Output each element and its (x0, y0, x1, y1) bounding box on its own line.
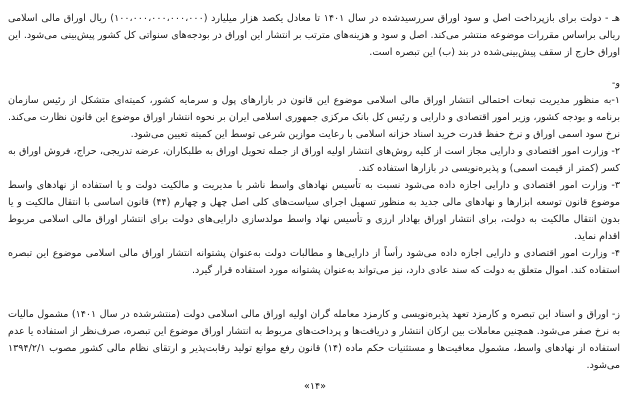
spacer (8, 279, 620, 306)
paragraph-he: هـ - دولت برای بازپرداخت اصل و سود اوراق سررسیدشده در سال ۱۴۰۱ تا معادل یکصد هزار میلیارد (۱۰۰،۰۰۰،۰۰۰،۰۰۰،۰۰۰) ریال اوراق مالی اسلامی ریالی براساس مقررات موضوعه منتشر می‌کند. اصل و سود و هزینه‌های مترتب بر انتشار این اوراق در بودجه‌های سنواتی کل کشور پیش‌بینی می‌شود. این اوراق خارج از سقف پیش‌بینی‌شده در بند (ب) این تبصره است. (8, 13, 620, 58)
paragraph-vav-2: ۲- وزارت امور اقتصادی و دارایی مجاز است از کلیه روش‌های انتشار اولیه اوراق از جمله تحویل اوراق به طلبکاران، عرضه تدریجی، حراج، فروش اوراق به کسر (کمتر از قیمت اسمی) و پذیره‌نویسی در بازارها استفاده کند. (8, 146, 620, 174)
paragraph-vav-1: ۱-به منظور مدیریت تبعات احتمالی انتشار اوراق مالی اسلامی موضوع این قانون در بازارهای پول و سرمایه کشور، کمیته‌ای متشکل از رئیس سازمان برنامه و بودجه کشور، وزیر امور اقتصادی و دارایی و رئیس کل بانک مرکزی جمهوری اسلامی ایران بر نحوه انتشار اوراق موضوع این قانون نظارت می‌کند. نرخ سود اسمی اوراق و نرخ حفظ قدرت خرید اسناد خزانه اسلامی با رعایت موازین شرعی توسط این کمیته تعیین می‌شود. (8, 95, 620, 140)
spacer (8, 61, 620, 75)
document-page (8, 10, 620, 405)
page-number: «۱۴» (303, 381, 327, 392)
paragraph-vav-3: ۳- وزارت امور اقتصادی و دارایی اجازه داده می‌شود نسبت به تأسیس نهادهای واسط ناشر با مدیریت و مالکیت دولت و یا استفاده از نهادهای واسط موضوع قانون توسعه ابزارها و نهادهای مالی جدید به منظور تسهیل اجرای سیاست‌های کلی اصل چهل و چهارم (۴۴) قانون اساسی با انتقال مالکیت و یا بدون انتقال مالکیت به دولت، برای انتشار اوراق بهادار ارزی و تأسیس نهاد واسط مولدسازی دارایی‌های دولت برای انتشار اوراق مالی اسلامی مربوط اقدام نماید. (8, 180, 621, 242)
paragraph-z: ز- اوراق و اسناد این تبصره و کارمزد تعهد پذیره‌نویسی و کارمزد معامله گران اولیه اوراق مالی اسلامی دولت (منتشرشده در سال ۱۴۰۱) مشمول مالیات به نرخ صفر می‌شود. همچنین معاملات بین ارکان انتشار و دریافت‌ها و پرداخت‌های مربوط به انتشار اوراق موضوع این تبصره، صرف‌نظر از استفاده یا عدم استفاده از نهادهای واسط، مشمول معافیت‌ها و مستثنیات حکم ماده (۱۴) قانون رفع موانع تولید رقابت‌پذیر و ارتقای نظام مالی کشور مصوب ۱۳۹۴/۲/۱ می‌شود. (8, 309, 620, 371)
section-vav-heading: و- (611, 78, 620, 89)
paragraph-vav-4: ۴- وزارت امور اقتصادی و دارایی اجازه داده می‌شود رأساً از دارایی‌ها و مطالبات دولت به‌عنوان پشتوانه انتشار اوراق مالی اسلامی موضوع این تبصره استفاده کند. اموال متعلق به دولت که سند عادی دارد، نیز می‌تواند به‌عنوان پشتوانه مورد استفاده قرار گیرد. (8, 248, 620, 276)
